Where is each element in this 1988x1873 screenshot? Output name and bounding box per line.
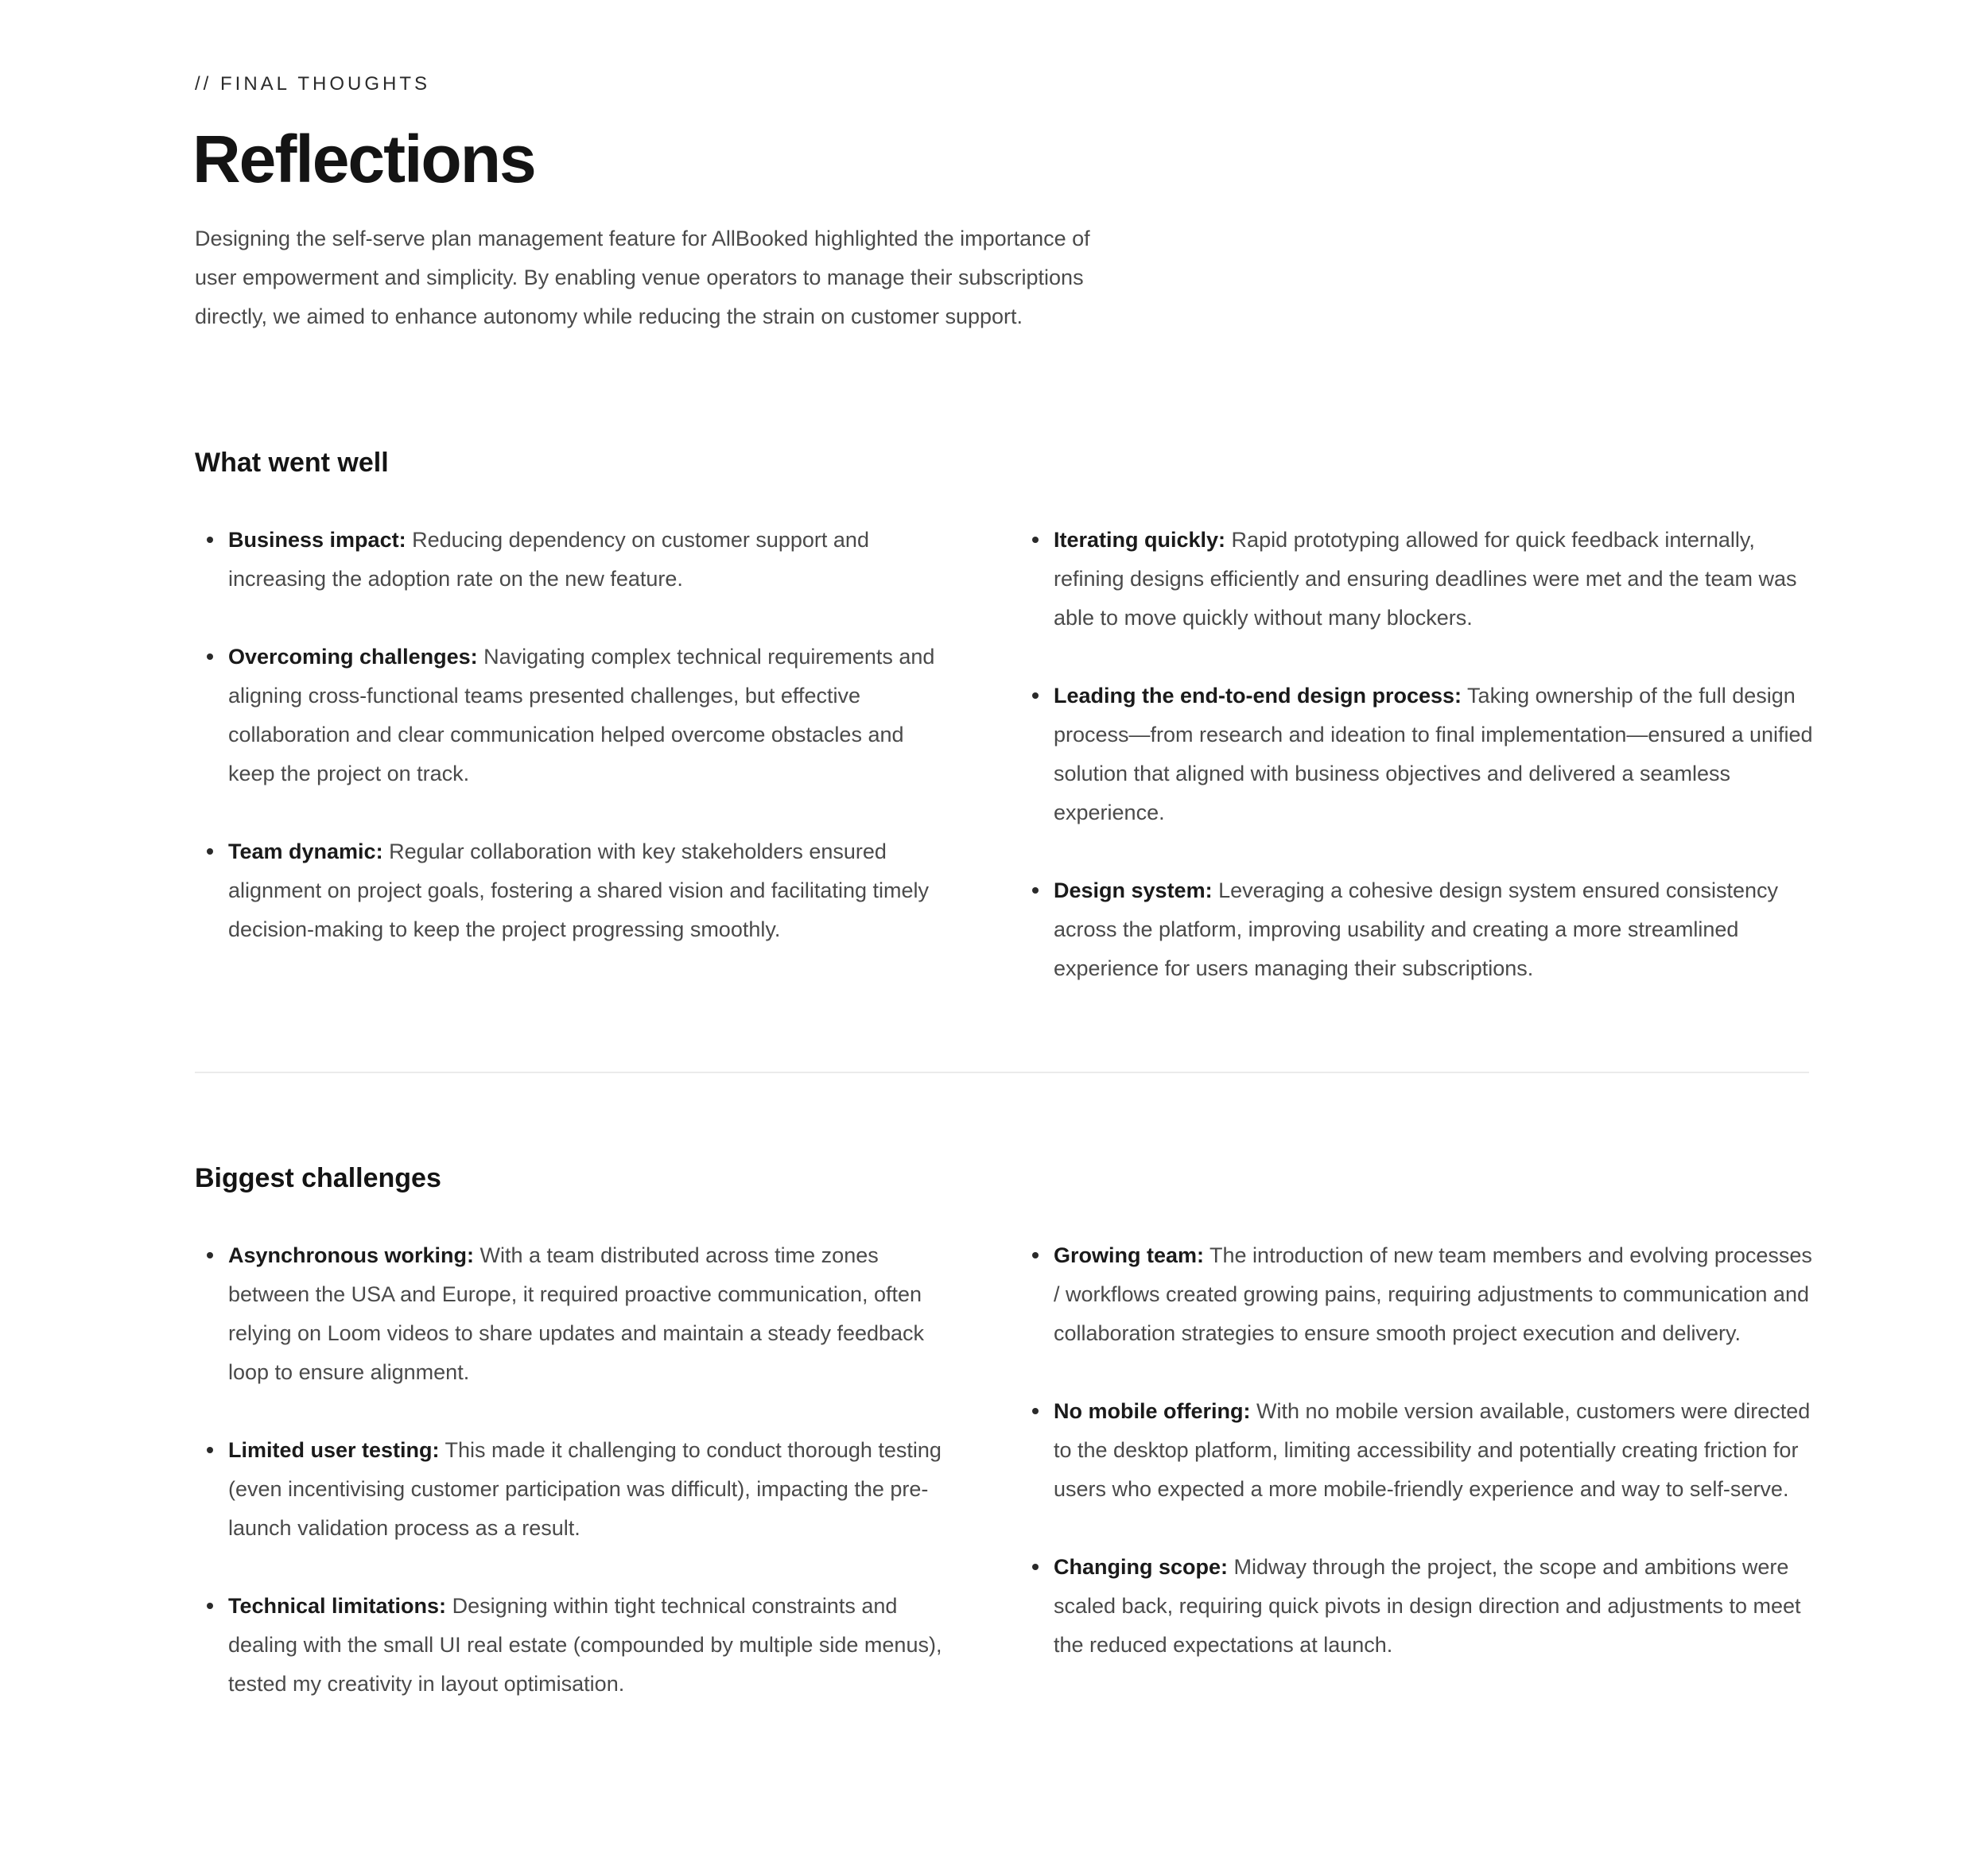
- item-text: Reducing dependency on customer support and increasing the adoption rate on the new feature.: [228, 528, 869, 591]
- item-text: Regular collaboration with key stakeholders ensured alignment on project goals, fostering a shared vision and facilitating timely decision-making to keep the project progressing smoothly.: [228, 840, 929, 941]
- list-item: [1020, 1236, 1815, 1353]
- item-text: Midway through the project, the scope and ambitions were scaled back, requiring quick pivots in design direction and adjustments to meet the reduced expectations at launch.: [1054, 1555, 1801, 1657]
- item-title: Changing scope:: [1054, 1555, 1229, 1579]
- item-title: Growing team:: [1054, 1243, 1205, 1267]
- item-text: Rapid prototyping allowed for quick feedback internally, refining designs efficiently and ensuring deadlines were met and the team was able to move quickly without many blockers.: [1054, 528, 1797, 630]
- item-text: With a team distributed across time zones between the USA and Europe, it required proactive communication, often relying on Loom videos to share updates and maintain a steady feedback loop to ensure alignment.: [228, 1243, 925, 1384]
- bullet-icon: [207, 653, 213, 660]
- went-well-list-right: [1020, 521, 1815, 988]
- challenges-list-left: [195, 1236, 950, 1704]
- bullet-icon: [1032, 1252, 1039, 1258]
- list-item: [195, 1236, 950, 1392]
- intro-paragraph: Designing the self-serve plan management feature for AllBooked highlighted the importance of user empowerment and simplicity. By enabling venue operators to manage their subscriptions directly, we aimed to enhance autonomy while reducing the strain on customer support.: [195, 227, 1090, 328]
- item-title: Leading the end-to-end design process:: [1054, 684, 1462, 708]
- item-title: Design system:: [1054, 878, 1213, 902]
- item-text: Designing within tight technical constraints and dealing with the small UI real estate (compounded by multiple side menus), tested my creativity in layout optimisation.: [228, 1594, 942, 1696]
- item-title: Business impact:: [228, 528, 406, 552]
- item-text: Leveraging a cohesive design system ensured consistency across the platform, improving usability and creating a more streamlined experience for users managing their subscriptions.: [1054, 878, 1778, 980]
- list-item: [1020, 521, 1815, 638]
- list-item: [1020, 871, 1815, 988]
- bullet-icon: [207, 537, 213, 543]
- list-item: [1020, 1392, 1815, 1509]
- went-well-heading: What went well: [195, 448, 389, 478]
- bullet-icon: [1032, 887, 1039, 894]
- item-title: Iterating quickly:: [1054, 528, 1226, 552]
- item-title: Limited user testing:: [228, 1438, 440, 1462]
- bullet-icon: [207, 1252, 213, 1258]
- bullet-icon: [207, 1603, 213, 1609]
- bullet-icon: [1032, 692, 1039, 699]
- challenges-heading: Biggest challenges: [195, 1163, 441, 1193]
- item-title: Technical limitations:: [228, 1594, 447, 1618]
- item-title: No mobile offering:: [1054, 1399, 1251, 1423]
- bullet-icon: [1032, 1408, 1039, 1414]
- item-text: The introduction of new team members and evolving processes / workflows created growing pains, requiring adjustments to communication and collaboration strategies to ensure smooth project execution and delivery.: [1054, 1243, 1812, 1345]
- section-eyebrow: // FINAL THOUGHTS: [195, 73, 431, 95]
- list-item: [195, 1587, 950, 1704]
- item-title: Team dynamic:: [228, 840, 383, 863]
- list-item: [1020, 1548, 1815, 1665]
- went-well-list-left: [195, 521, 950, 949]
- bullet-icon: [207, 1447, 213, 1453]
- challenges-list-right: [1020, 1236, 1815, 1665]
- list-item: [195, 521, 950, 599]
- item-text: Navigating complex technical requirements and aligning cross-functional teams presented challenges, but effective collaboration and clear communication helped overcome obstacles and keep the project on track.: [228, 645, 935, 785]
- item-text: Taking ownership of the full design process—from research and ideation to final implementation—ensured a unified solution that aligned with business objectives and delivered a seamless experience.: [1054, 684, 1813, 824]
- bullet-icon: [207, 848, 213, 855]
- list-item: [195, 638, 950, 793]
- item-title: Overcoming challenges:: [228, 645, 478, 669]
- item-title: Asynchronous working:: [228, 1243, 475, 1267]
- list-item: [195, 1431, 950, 1548]
- bullet-icon: [1032, 537, 1039, 543]
- section-divider: [195, 1072, 1809, 1073]
- bullet-icon: [1032, 1564, 1039, 1570]
- item-text: With no mobile version available, customers were directed to the desktop platform, limiting accessibility and potentially creating friction for users who expected a more mobile-friendly experience and way to self-serve.: [1054, 1399, 1811, 1501]
- list-item: [1020, 677, 1815, 832]
- item-text: This made it challenging to conduct thorough testing (even incentivising customer participation was difficult), impacting the pre-launch validation process as a result.: [228, 1438, 942, 1540]
- page-title: Reflections: [192, 122, 535, 196]
- list-item: [195, 832, 950, 949]
